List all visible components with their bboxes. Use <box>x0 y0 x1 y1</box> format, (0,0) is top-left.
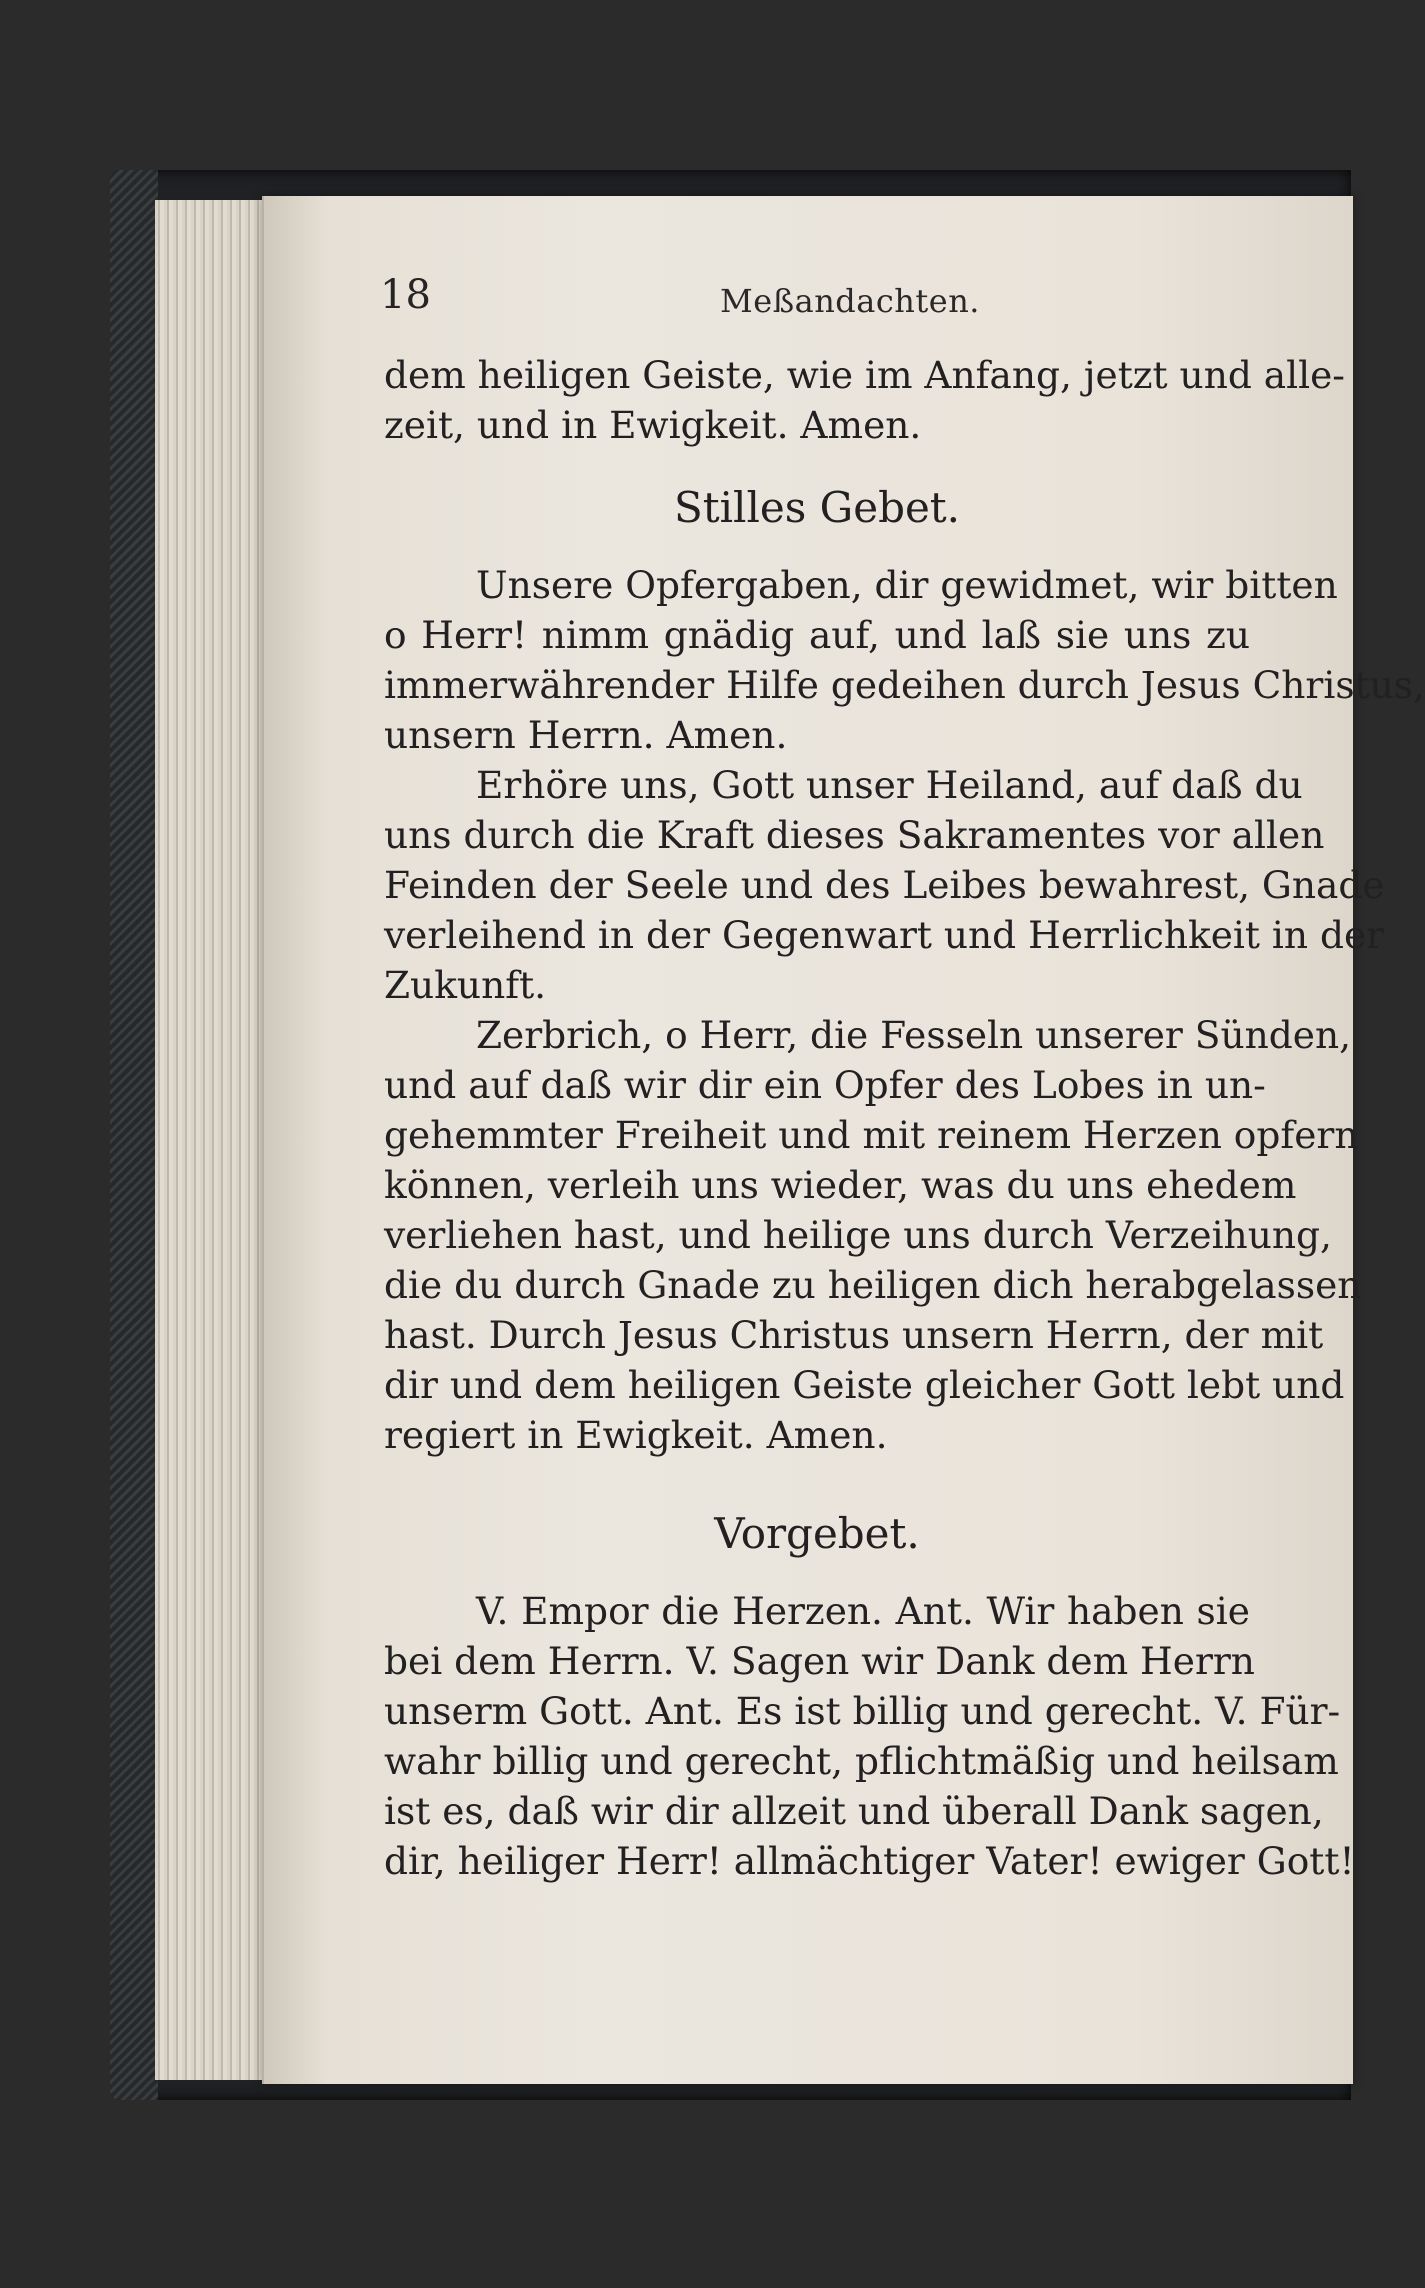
text-line: Erhöre uns, Gott unser Heiland, auf daß du <box>476 763 1303 807</box>
paragraph <box>384 350 1345 450</box>
paragraph <box>384 1586 1355 1886</box>
text-line: dem heiligen Geiste, wie im Anfang, jetzt und alle- <box>384 353 1345 397</box>
body-text <box>384 350 1425 1886</box>
paragraph <box>384 1010 1362 1460</box>
text-line: unserm Gott. Ant. Es ist billig und gerecht. V. Für- <box>384 1689 1341 1733</box>
text-line: o Herr! nimm gnädig auf, und laß sie uns zu <box>384 613 1250 657</box>
text-line: zeit, und in Ewigkeit. Amen. <box>384 403 922 447</box>
text-line: Zukunft. <box>384 963 547 1007</box>
paragraph <box>384 560 1425 760</box>
text-line: gehemmter Freiheit und mit reinem Herzen opfern <box>384 1113 1359 1157</box>
text-line: dir, heiliger Herr! allmächtiger Vater! ewiger Gott! <box>384 1839 1355 1883</box>
section-heading: Stilles Gebet. <box>673 483 961 532</box>
text-line: wahr billig und gerecht, pflichtmäßig und heilsam <box>384 1739 1339 1783</box>
page-number: 18 <box>380 272 431 318</box>
text-line: immerwährender Hilfe gedeihen durch Jesus Christus, <box>384 663 1425 707</box>
book-spine <box>110 170 158 2100</box>
text-line: und auf daß wir dir ein Opfer des Lobes in un- <box>384 1063 1266 1107</box>
text-line: Zerbrich, o Herr, die Fesseln unserer Sünden, <box>476 1013 1352 1057</box>
text-line: Unsere Opfergaben, dir gewidmet, wir bitten <box>476 563 1338 607</box>
paragraph <box>384 760 1385 1010</box>
text-line: Feinden der Seele und des Leibes bewahrest, Gnade <box>384 863 1385 907</box>
text-line: verliehen hast, und heilige uns durch Verzeihung, <box>384 1213 1332 1257</box>
page-stack-edges <box>155 200 265 2080</box>
text-line: V. Empor die Herzen. Ant. Wir haben sie <box>476 1589 1250 1633</box>
text-line: unsern Herrn. Amen. <box>384 713 788 757</box>
running-head <box>380 272 1320 322</box>
text-line: die du durch Gnade zu heiligen dich herabgelassen <box>384 1263 1362 1307</box>
text-line: dir und dem heiligen Geiste gleicher Gott lebt und <box>384 1363 1345 1407</box>
text-line: können, verleih uns wieder, was du uns ehedem <box>384 1163 1297 1207</box>
text-line: ist es, daß wir dir allzeit und überall Dank sagen, <box>384 1789 1324 1833</box>
section-heading: Vorgebet. <box>714 1509 920 1558</box>
text-line: uns durch die Kraft dieses Sakramentes vor allen <box>384 813 1325 857</box>
text-line: hast. Durch Jesus Christus unsern Herrn, der mit <box>384 1313 1324 1357</box>
text-line: bei dem Herrn. V. Sagen wir Dank dem Herrn <box>384 1639 1255 1683</box>
running-head-title: Meßandachten. <box>720 282 980 320</box>
text-line: verleihend in der Gegenwart und Herrlichkeit in der <box>384 913 1385 957</box>
text-line: regiert in Ewigkeit. Amen. <box>384 1413 888 1457</box>
